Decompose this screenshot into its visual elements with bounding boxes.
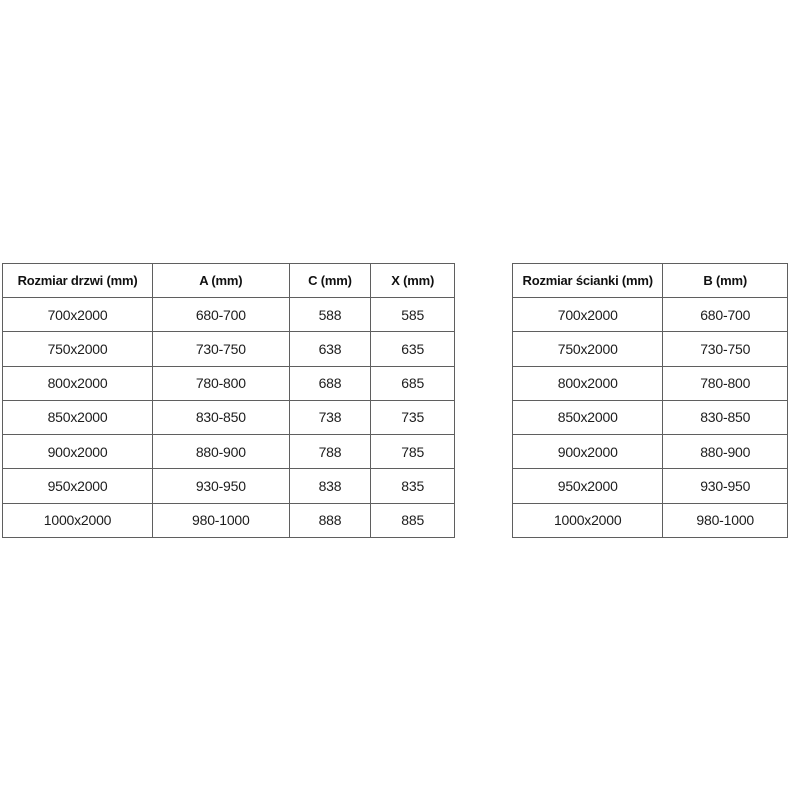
table-cell: 830-850 bbox=[663, 400, 788, 434]
table-cell: 688 bbox=[289, 366, 371, 400]
table-row bbox=[3, 435, 455, 469]
header-row bbox=[3, 264, 455, 298]
table-cell: 750x2000 bbox=[513, 332, 663, 366]
table-row bbox=[3, 400, 455, 434]
table-cell: 835 bbox=[371, 469, 455, 503]
table-cell: 850x2000 bbox=[513, 400, 663, 434]
door-size-table bbox=[2, 263, 455, 538]
table-row bbox=[3, 469, 455, 503]
table-cell: 850x2000 bbox=[3, 400, 153, 434]
table-row bbox=[513, 503, 788, 537]
header-row bbox=[513, 264, 788, 298]
table-cell: 1000x2000 bbox=[3, 503, 153, 537]
table-cell: 950x2000 bbox=[513, 469, 663, 503]
table-cell: 1000x2000 bbox=[513, 503, 663, 537]
table-cell: 838 bbox=[289, 469, 371, 503]
table-cell: 738 bbox=[289, 400, 371, 434]
table-row bbox=[513, 332, 788, 366]
table-cell: 700x2000 bbox=[3, 298, 153, 332]
table-row bbox=[3, 298, 455, 332]
table-cell: 930-950 bbox=[663, 469, 788, 503]
table-cell: 885 bbox=[371, 503, 455, 537]
table-cell: 780-800 bbox=[153, 366, 290, 400]
door-size-table-header bbox=[3, 264, 455, 298]
table-cell: 830-850 bbox=[153, 400, 290, 434]
column-header: B (mm) bbox=[663, 264, 788, 298]
table-cell: 980-1000 bbox=[153, 503, 290, 537]
table-cell: 588 bbox=[289, 298, 371, 332]
wall-size-table-body bbox=[513, 298, 788, 538]
column-header: Rozmiar ścianki (mm) bbox=[513, 264, 663, 298]
column-header: C (mm) bbox=[289, 264, 371, 298]
table-cell: 950x2000 bbox=[3, 469, 153, 503]
wall-size-table-header bbox=[513, 264, 788, 298]
table-cell: 638 bbox=[289, 332, 371, 366]
table-cell: 800x2000 bbox=[513, 366, 663, 400]
table-cell: 980-1000 bbox=[663, 503, 788, 537]
table-cell: 900x2000 bbox=[3, 435, 153, 469]
table-cell: 730-750 bbox=[153, 332, 290, 366]
table-cell: 730-750 bbox=[663, 332, 788, 366]
column-header: X (mm) bbox=[371, 264, 455, 298]
table-row bbox=[513, 298, 788, 332]
table-row bbox=[3, 332, 455, 366]
table-cell: 680-700 bbox=[153, 298, 290, 332]
table-cell: 888 bbox=[289, 503, 371, 537]
table-row bbox=[513, 435, 788, 469]
table-cell: 635 bbox=[371, 332, 455, 366]
table-row bbox=[3, 366, 455, 400]
table-cell: 880-900 bbox=[663, 435, 788, 469]
wall-size-table bbox=[512, 263, 788, 538]
door-size-table-body bbox=[3, 298, 455, 538]
table-cell: 735 bbox=[371, 400, 455, 434]
table-cell: 785 bbox=[371, 435, 455, 469]
table-cell: 800x2000 bbox=[3, 366, 153, 400]
table-row bbox=[513, 400, 788, 434]
table-cell: 700x2000 bbox=[513, 298, 663, 332]
table-row bbox=[513, 469, 788, 503]
table-cell: 750x2000 bbox=[3, 332, 153, 366]
column-header: Rozmiar drzwi (mm) bbox=[3, 264, 153, 298]
table-cell: 585 bbox=[371, 298, 455, 332]
table-cell: 930-950 bbox=[153, 469, 290, 503]
table-cell: 780-800 bbox=[663, 366, 788, 400]
column-header: A (mm) bbox=[153, 264, 290, 298]
table-row bbox=[3, 503, 455, 537]
table-cell: 880-900 bbox=[153, 435, 290, 469]
table-row bbox=[513, 366, 788, 400]
table-cell: 788 bbox=[289, 435, 371, 469]
table-cell: 680-700 bbox=[663, 298, 788, 332]
table-cell: 685 bbox=[371, 366, 455, 400]
table-cell: 900x2000 bbox=[513, 435, 663, 469]
